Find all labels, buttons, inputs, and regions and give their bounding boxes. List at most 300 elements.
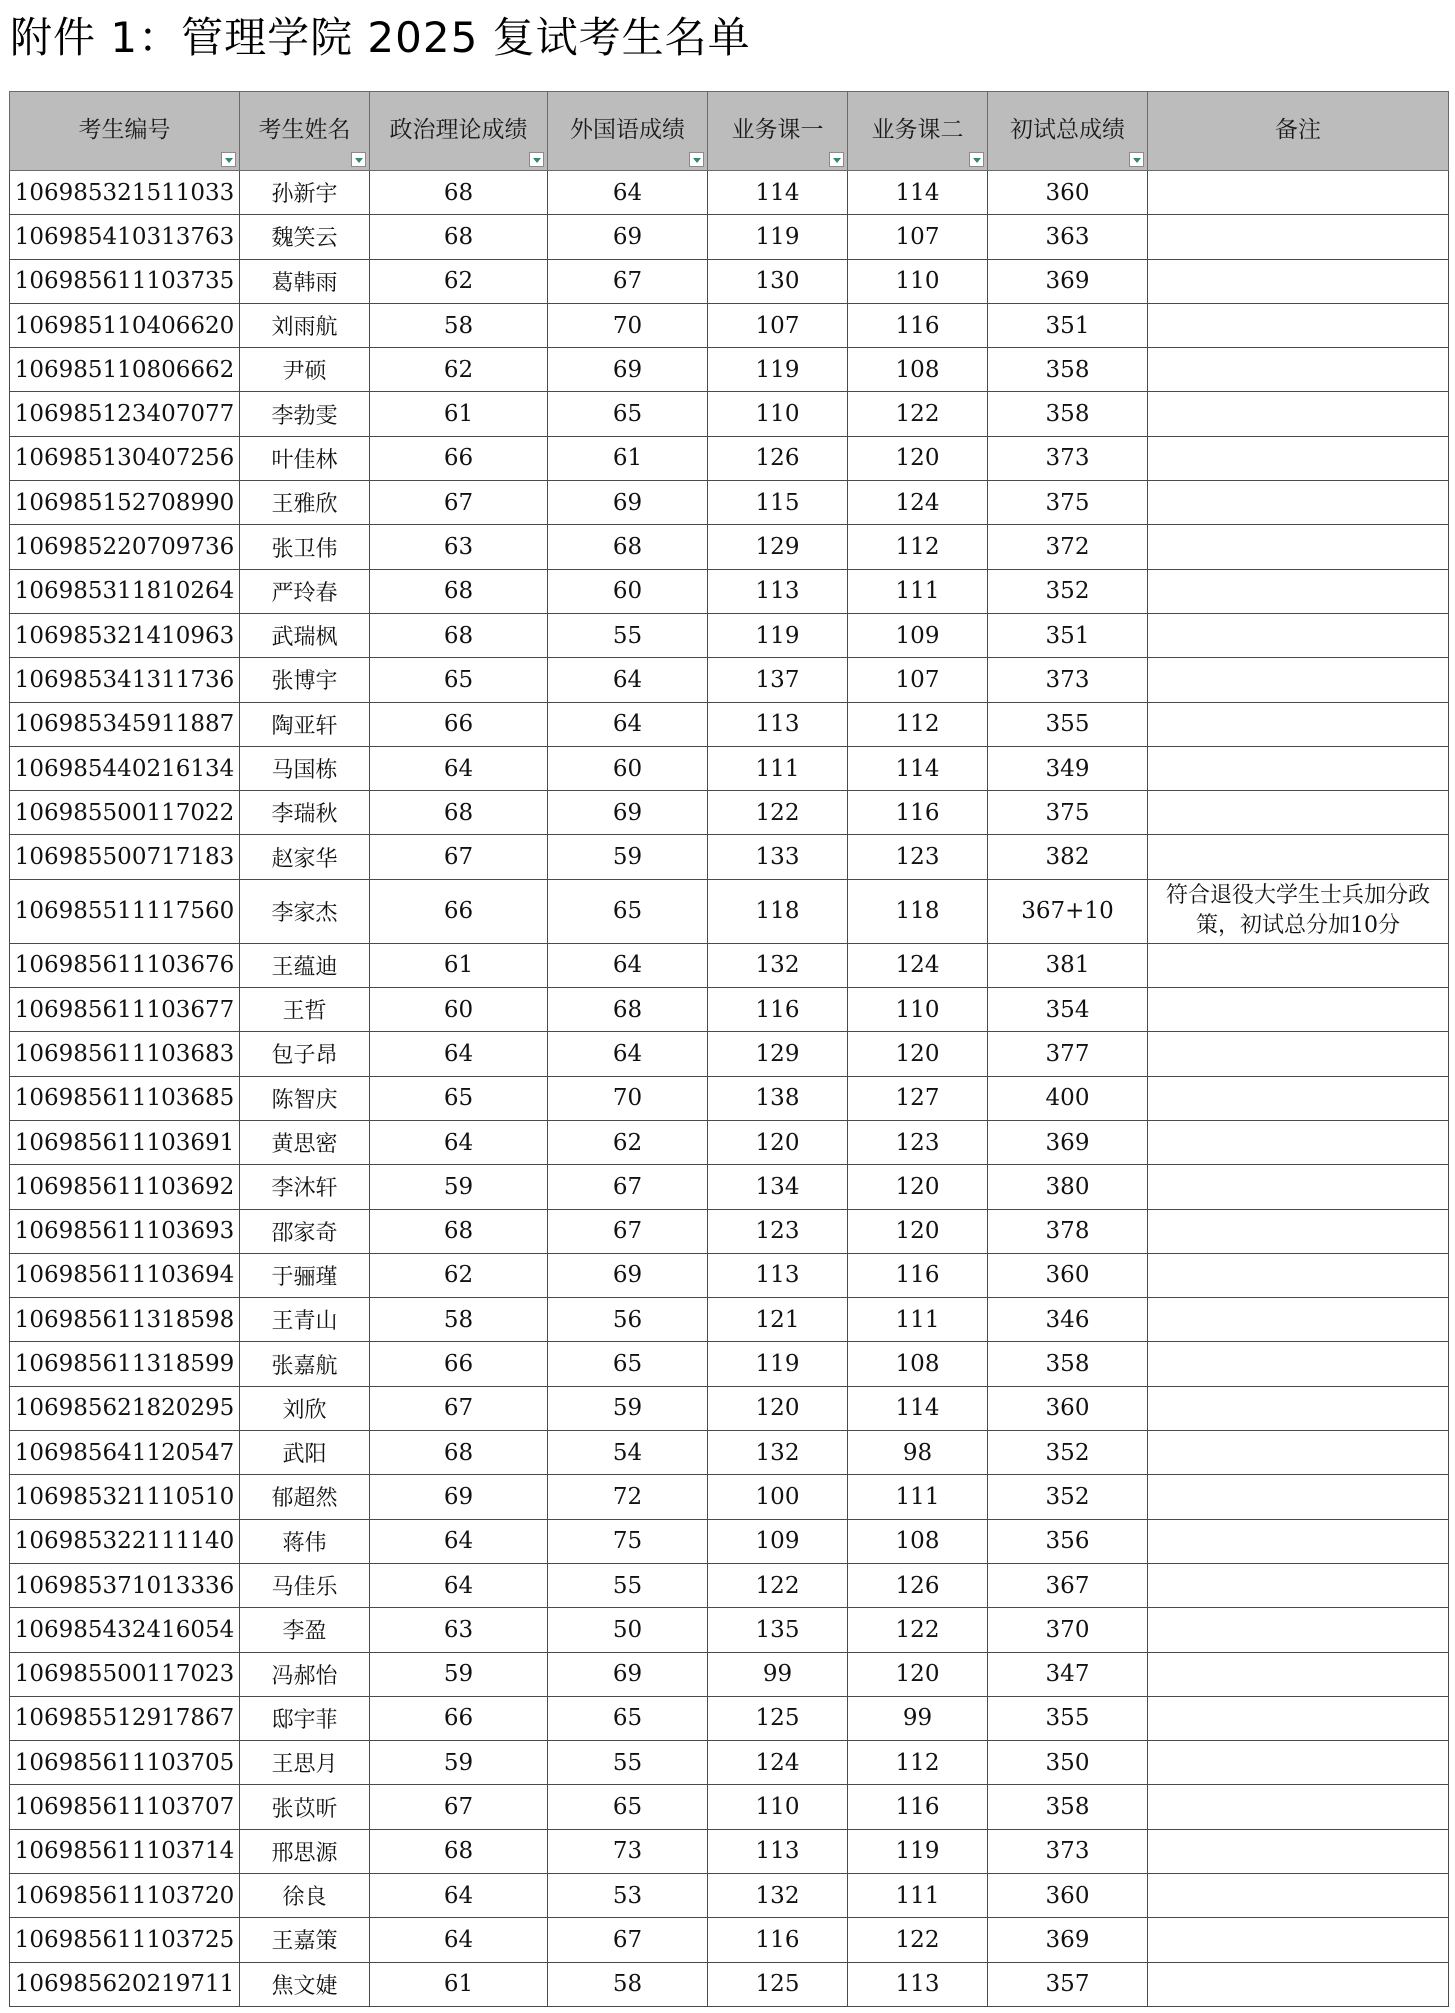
candidate-id-cell: 106985220709736: [10, 525, 240, 569]
course-two-score-cell: 120: [848, 1165, 988, 1209]
candidate-id-cell: 106985500117023: [10, 1652, 240, 1696]
candidate-id-cell: 106985321511033: [10, 171, 240, 215]
course-one-score-cell: 119: [708, 613, 848, 657]
total-score-cell: 352: [988, 1431, 1148, 1475]
table-row: [10, 879, 1449, 943]
table-row: [10, 1076, 1449, 1120]
course-two-score-cell: 111: [848, 1475, 988, 1519]
politics-score-cell: 58: [370, 303, 548, 347]
candidate-id-cell: 106985322111140: [10, 1519, 240, 1563]
column-header-label: 初试总成绩: [1010, 116, 1125, 143]
foreign-language-score-cell: 69: [548, 481, 708, 525]
course-one-score-cell: 119: [708, 348, 848, 392]
table-row: [10, 1608, 1449, 1652]
total-score-cell: 381: [988, 943, 1148, 987]
foreign-language-score-cell: 59: [548, 1386, 708, 1430]
course-one-score-cell: 122: [708, 1563, 848, 1607]
remark-cell: [1148, 171, 1449, 215]
politics-score-cell: 61: [370, 1962, 548, 2006]
remark-cell: [1148, 348, 1449, 392]
total-score-cell: 356: [988, 1519, 1148, 1563]
table-row: [10, 1298, 1449, 1342]
remark-cell: [1148, 215, 1449, 259]
total-score-cell: 358: [988, 348, 1148, 392]
table-row: [10, 702, 1449, 746]
column-header-label: 备注: [1275, 116, 1321, 143]
foreign-language-score-cell: 59: [548, 835, 708, 879]
candidate-id-cell: 106985432416054: [10, 1608, 240, 1652]
candidate-id-cell: 106985611318598: [10, 1298, 240, 1342]
candidate-name-cell: 黄思密: [240, 1120, 370, 1164]
total-score-cell: 352: [988, 569, 1148, 613]
course-two-score-cell: 110: [848, 259, 988, 303]
candidate-name-cell: 李家杰: [240, 879, 370, 943]
candidate-name-cell: 王雅欣: [240, 481, 370, 525]
total-score-cell: 346: [988, 1298, 1148, 1342]
course-two-score-cell: 111: [848, 569, 988, 613]
table-row: [10, 613, 1449, 657]
course-one-score-cell: 100: [708, 1475, 848, 1519]
politics-score-cell: 64: [370, 1120, 548, 1164]
remark-cell: [1148, 746, 1449, 790]
candidate-id-cell: 106985152708990: [10, 481, 240, 525]
column-header-course-one: [708, 92, 848, 171]
total-score-cell: 373: [988, 1829, 1148, 1873]
candidate-id-cell: 106985321410963: [10, 613, 240, 657]
politics-score-cell: 65: [370, 1076, 548, 1120]
course-two-score-cell: 122: [848, 392, 988, 436]
table-row: [10, 1032, 1449, 1076]
candidate-name-cell: 叶佳林: [240, 436, 370, 480]
total-score-cell: 377: [988, 1032, 1148, 1076]
foreign-language-score-cell: 65: [548, 1785, 708, 1829]
table-row: [10, 1962, 1449, 2006]
politics-score-cell: 68: [370, 613, 548, 657]
course-two-score-cell: 120: [848, 1652, 988, 1696]
table-row: [10, 1475, 1449, 1519]
course-two-score-cell: 116: [848, 1253, 988, 1297]
total-score-cell: 367: [988, 1563, 1148, 1607]
politics-score-cell: 68: [370, 791, 548, 835]
candidate-name-cell: 陈智庆: [240, 1076, 370, 1120]
course-two-score-cell: 98: [848, 1431, 988, 1475]
course-one-score-cell: 109: [708, 1519, 848, 1563]
candidate-name-cell: 于骊瑾: [240, 1253, 370, 1297]
column-header-label: 业务课一: [731, 116, 824, 143]
candidate-id-cell: 106985611103683: [10, 1032, 240, 1076]
foreign-language-score-cell: 73: [548, 1829, 708, 1873]
total-score-cell: 375: [988, 791, 1148, 835]
candidate-id-cell: 106985611103707: [10, 1785, 240, 1829]
total-score-cell: 347: [988, 1652, 1148, 1696]
candidate-id-cell: 106985611103720: [10, 1873, 240, 1917]
candidate-id-cell: 106985611103714: [10, 1829, 240, 1873]
table-row: [10, 1829, 1449, 1873]
course-one-score-cell: 125: [708, 1696, 848, 1740]
column-header-course-two: [848, 92, 988, 171]
course-two-score-cell: 111: [848, 1873, 988, 1917]
course-one-score-cell: 138: [708, 1076, 848, 1120]
remark-cell: [1148, 943, 1449, 987]
course-two-score-cell: 122: [848, 1608, 988, 1652]
politics-score-cell: 62: [370, 348, 548, 392]
candidate-name-cell: 马佳乐: [240, 1563, 370, 1607]
remark-cell: [1148, 1519, 1449, 1563]
course-one-score-cell: 124: [708, 1741, 848, 1785]
candidate-id-cell: 106985611318599: [10, 1342, 240, 1386]
course-one-score-cell: 113: [708, 1253, 848, 1297]
politics-score-cell: 67: [370, 1785, 548, 1829]
table-row: [10, 569, 1449, 613]
politics-score-cell: 59: [370, 1741, 548, 1785]
candidate-id-cell: 106985500717183: [10, 835, 240, 879]
candidate-id-cell: 106985611103677: [10, 988, 240, 1032]
candidate-id-cell: 106985611103685: [10, 1076, 240, 1120]
course-one-score-cell: 133: [708, 835, 848, 879]
foreign-language-score-cell: 70: [548, 303, 708, 347]
course-one-score-cell: 126: [708, 436, 848, 480]
table-row: [10, 436, 1449, 480]
course-one-score-cell: 111: [708, 746, 848, 790]
candidate-name-cell: 包子昂: [240, 1032, 370, 1076]
total-score-cell: 351: [988, 303, 1148, 347]
total-score-cell: 373: [988, 436, 1148, 480]
column-header-remarks: [1148, 92, 1449, 171]
column-header-foreign-language-score: [548, 92, 708, 171]
course-two-score-cell: 112: [848, 702, 988, 746]
table-row: [10, 1785, 1449, 1829]
filter-dropdown-icon[interactable]: [529, 152, 544, 167]
remark-cell: [1148, 1253, 1449, 1297]
remark-cell: [1148, 303, 1449, 347]
candidate-name-cell: 张苡昕: [240, 1785, 370, 1829]
politics-score-cell: 60: [370, 988, 548, 1032]
total-score-cell: 352: [988, 1475, 1148, 1519]
total-score-cell: 378: [988, 1209, 1148, 1253]
remark-cell: [1148, 481, 1449, 525]
candidate-name-cell: 武瑞枫: [240, 613, 370, 657]
candidate-name-cell: 蒋伟: [240, 1519, 370, 1563]
candidate-id-cell: 106985123407077: [10, 392, 240, 436]
foreign-language-score-cell: 60: [548, 569, 708, 613]
course-one-score-cell: 116: [708, 988, 848, 1032]
course-two-score-cell: 107: [848, 215, 988, 259]
politics-score-cell: 61: [370, 392, 548, 436]
politics-score-cell: 63: [370, 1608, 548, 1652]
candidate-name-cell: 张卫伟: [240, 525, 370, 569]
foreign-language-score-cell: 50: [548, 1608, 708, 1652]
course-one-score-cell: 132: [708, 1873, 848, 1917]
remark-cell: [1148, 1563, 1449, 1607]
total-score-cell: 351: [988, 613, 1148, 657]
politics-score-cell: 62: [370, 1253, 548, 1297]
politics-score-cell: 59: [370, 1165, 548, 1209]
course-two-score-cell: 116: [848, 791, 988, 835]
remark-cell: [1148, 1475, 1449, 1519]
course-two-score-cell: 127: [848, 1076, 988, 1120]
foreign-language-score-cell: 69: [548, 1652, 708, 1696]
course-two-score-cell: 109: [848, 613, 988, 657]
remark-cell: [1148, 1032, 1449, 1076]
candidate-id-cell: 106985345911887: [10, 702, 240, 746]
foreign-language-score-cell: 56: [548, 1298, 708, 1342]
total-score-cell: 350: [988, 1741, 1148, 1785]
candidate-id-cell: 106985512917867: [10, 1696, 240, 1740]
candidate-name-cell: 张博宇: [240, 658, 370, 702]
remark-cell: [1148, 1342, 1449, 1386]
total-score-cell: 355: [988, 702, 1148, 746]
candidate-name-cell: 刘雨航: [240, 303, 370, 347]
foreign-language-score-cell: 72: [548, 1475, 708, 1519]
remark-cell: [1148, 1298, 1449, 1342]
table-row: [10, 525, 1449, 569]
course-one-score-cell: 110: [708, 392, 848, 436]
candidate-name-cell: 严玲春: [240, 569, 370, 613]
total-score-cell: 349: [988, 746, 1148, 790]
foreign-language-score-cell: 75: [548, 1519, 708, 1563]
course-two-score-cell: 112: [848, 1741, 988, 1785]
course-one-score-cell: 110: [708, 1785, 848, 1829]
candidate-id-cell: 106985611103676: [10, 943, 240, 987]
total-score-cell: 382: [988, 835, 1148, 879]
candidate-name-cell: 邵家奇: [240, 1209, 370, 1253]
table-row: [10, 1519, 1449, 1563]
foreign-language-score-cell: 67: [548, 1918, 708, 1962]
table-row: [10, 1652, 1449, 1696]
course-one-score-cell: 113: [708, 569, 848, 613]
politics-score-cell: 64: [370, 1032, 548, 1076]
table-row: [10, 746, 1449, 790]
total-score-cell: 355: [988, 1696, 1148, 1740]
foreign-language-score-cell: 55: [548, 1741, 708, 1785]
course-two-score-cell: 110: [848, 988, 988, 1032]
course-two-score-cell: 123: [848, 835, 988, 879]
remark-cell: [1148, 1785, 1449, 1829]
table-row: [10, 1165, 1449, 1209]
table-row: [10, 303, 1449, 347]
candidate-name-cell: 李瑞秋: [240, 791, 370, 835]
total-score-cell: 370: [988, 1608, 1148, 1652]
course-two-score-cell: 122: [848, 1918, 988, 1962]
table-row: [10, 1253, 1449, 1297]
column-header-label: 业务课二: [871, 116, 964, 143]
table-row: [10, 1741, 1449, 1785]
table-row: [10, 171, 1449, 215]
filter-dropdown-icon[interactable]: [969, 152, 984, 167]
filter-dropdown-icon[interactable]: [221, 152, 236, 167]
candidate-name-cell: 郁超然: [240, 1475, 370, 1519]
politics-score-cell: 68: [370, 1431, 548, 1475]
candidate-name-cell: 王嘉策: [240, 1918, 370, 1962]
filter-dropdown-icon[interactable]: [689, 152, 704, 167]
politics-score-cell: 64: [370, 746, 548, 790]
candidate-name-cell: 马国栋: [240, 746, 370, 790]
candidate-id-cell: 106985611103725: [10, 1918, 240, 1962]
candidate-name-cell: 王蕴迪: [240, 943, 370, 987]
total-score-cell: 369: [988, 1918, 1148, 1962]
foreign-language-score-cell: 69: [548, 215, 708, 259]
politics-score-cell: 67: [370, 1386, 548, 1430]
politics-score-cell: 63: [370, 525, 548, 569]
candidate-name-cell: 邢思源: [240, 1829, 370, 1873]
course-two-score-cell: 99: [848, 1696, 988, 1740]
candidate-name-cell: 李沐轩: [240, 1165, 370, 1209]
candidate-id-cell: 106985410313763: [10, 215, 240, 259]
candidate-name-cell: 王思月: [240, 1741, 370, 1785]
column-header-candidate-name: [240, 92, 370, 171]
course-one-score-cell: 129: [708, 1032, 848, 1076]
course-two-score-cell: 108: [848, 348, 988, 392]
total-score-cell: 358: [988, 1342, 1148, 1386]
remark-cell: [1148, 1918, 1449, 1962]
table-row: [10, 1873, 1449, 1917]
course-one-score-cell: 121: [708, 1298, 848, 1342]
table-body: [10, 171, 1449, 2007]
remark-cell: [1148, 1165, 1449, 1209]
course-two-score-cell: 119: [848, 1829, 988, 1873]
foreign-language-score-cell: 53: [548, 1873, 708, 1917]
filter-dropdown-icon[interactable]: [1129, 152, 1144, 167]
course-two-score-cell: 107: [848, 658, 988, 702]
foreign-language-score-cell: 64: [548, 702, 708, 746]
course-one-score-cell: 115: [708, 481, 848, 525]
filter-dropdown-icon[interactable]: [351, 152, 366, 167]
foreign-language-score-cell: 62: [548, 1120, 708, 1164]
remark-cell: [1148, 1962, 1449, 2006]
candidate-id-cell: 106985321110510: [10, 1475, 240, 1519]
total-score-cell: 372: [988, 525, 1148, 569]
total-score-cell: 360: [988, 171, 1148, 215]
total-score-cell: 369: [988, 1120, 1148, 1164]
course-two-score-cell: 123: [848, 1120, 988, 1164]
foreign-language-score-cell: 65: [548, 1342, 708, 1386]
page-title: 附件 1：管理学院 2025 复试考生名单: [10, 13, 751, 62]
course-two-score-cell: 118: [848, 879, 988, 943]
table-row: [10, 1120, 1449, 1164]
candidate-name-cell: 冯郝怡: [240, 1652, 370, 1696]
course-two-score-cell: 120: [848, 436, 988, 480]
course-one-score-cell: 137: [708, 658, 848, 702]
candidate-id-cell: 106985130407256: [10, 436, 240, 480]
course-two-score-cell: 114: [848, 746, 988, 790]
total-score-cell: 360: [988, 1386, 1148, 1430]
candidate-name-cell: 魏笑云: [240, 215, 370, 259]
remark-cell: [1148, 1829, 1449, 1873]
total-score-cell: 369: [988, 259, 1148, 303]
politics-score-cell: 68: [370, 1829, 548, 1873]
column-header-label: 政治理论成绩: [389, 116, 528, 143]
politics-score-cell: 68: [370, 569, 548, 613]
foreign-language-score-cell: 69: [548, 1253, 708, 1297]
candidate-id-cell: 106985110806662: [10, 348, 240, 392]
course-two-score-cell: 126: [848, 1563, 988, 1607]
table-row: [10, 835, 1449, 879]
politics-score-cell: 64: [370, 1873, 548, 1917]
filter-dropdown-icon[interactable]: [829, 152, 844, 167]
politics-score-cell: 68: [370, 215, 548, 259]
course-one-score-cell: 123: [708, 1209, 848, 1253]
candidate-name-cell: 徐良: [240, 1873, 370, 1917]
remark-cell: [1148, 1120, 1449, 1164]
course-one-score-cell: 122: [708, 791, 848, 835]
foreign-language-score-cell: 64: [548, 1032, 708, 1076]
candidate-id-cell: 106985611103705: [10, 1741, 240, 1785]
course-two-score-cell: 114: [848, 1386, 988, 1430]
course-two-score-cell: 120: [848, 1032, 988, 1076]
candidate-id-cell: 106985611103691: [10, 1120, 240, 1164]
table-row: [10, 1918, 1449, 1962]
course-one-score-cell: 120: [708, 1120, 848, 1164]
course-two-score-cell: 116: [848, 303, 988, 347]
course-one-score-cell: 113: [708, 1829, 848, 1873]
remark-cell: [1148, 1608, 1449, 1652]
foreign-language-score-cell: 70: [548, 1076, 708, 1120]
table-row: [10, 1696, 1449, 1740]
table-row: [10, 215, 1449, 259]
politics-score-cell: 58: [370, 1298, 548, 1342]
table-row: [10, 348, 1449, 392]
course-two-score-cell: 124: [848, 943, 988, 987]
foreign-language-score-cell: 54: [548, 1431, 708, 1475]
candidate-name-cell: 武阳: [240, 1431, 370, 1475]
course-one-score-cell: 129: [708, 525, 848, 569]
course-one-score-cell: 130: [708, 259, 848, 303]
total-score-cell: 375: [988, 481, 1148, 525]
foreign-language-score-cell: 55: [548, 613, 708, 657]
candidate-name-cell: 邸宇菲: [240, 1696, 370, 1740]
foreign-language-score-cell: 61: [548, 436, 708, 480]
course-one-score-cell: 119: [708, 215, 848, 259]
remark-cell: [1148, 791, 1449, 835]
course-one-score-cell: 116: [708, 1918, 848, 1962]
remark-cell: [1148, 259, 1449, 303]
table-row: [10, 392, 1449, 436]
total-score-cell: 360: [988, 1873, 1148, 1917]
table-row: [10, 658, 1449, 702]
remark-cell: 符合退役大学生士兵加分政策，初试总分加10分: [1148, 879, 1449, 943]
remark-cell: [1148, 658, 1449, 702]
course-two-score-cell: 108: [848, 1519, 988, 1563]
foreign-language-score-cell: 65: [548, 1696, 708, 1740]
total-score-cell: 373: [988, 658, 1148, 702]
foreign-language-score-cell: 65: [548, 392, 708, 436]
politics-score-cell: 62: [370, 259, 548, 303]
total-score-cell: 358: [988, 1785, 1148, 1829]
candidate-id-cell: 106985371013336: [10, 1563, 240, 1607]
table-row: [10, 988, 1449, 1032]
politics-score-cell: 66: [370, 1696, 548, 1740]
candidate-id-cell: 106985621820295: [10, 1386, 240, 1430]
table-row: [10, 481, 1449, 525]
remark-cell: [1148, 392, 1449, 436]
table-row: [10, 1209, 1449, 1253]
politics-score-cell: 66: [370, 1342, 548, 1386]
course-one-score-cell: 125: [708, 1962, 848, 2006]
remark-cell: [1148, 1076, 1449, 1120]
table-row: [10, 943, 1449, 987]
candidate-id-cell: 106985511117560: [10, 879, 240, 943]
course-one-score-cell: 132: [708, 1431, 848, 1475]
foreign-language-score-cell: 69: [548, 791, 708, 835]
politics-score-cell: 61: [370, 943, 548, 987]
candidate-name-cell: 尹硕: [240, 348, 370, 392]
foreign-language-score-cell: 55: [548, 1563, 708, 1607]
course-one-score-cell: 107: [708, 303, 848, 347]
table-row: [10, 1431, 1449, 1475]
course-two-score-cell: 112: [848, 525, 988, 569]
total-score-cell: 360: [988, 1253, 1148, 1297]
candidate-name-cell: 李盈: [240, 1608, 370, 1652]
